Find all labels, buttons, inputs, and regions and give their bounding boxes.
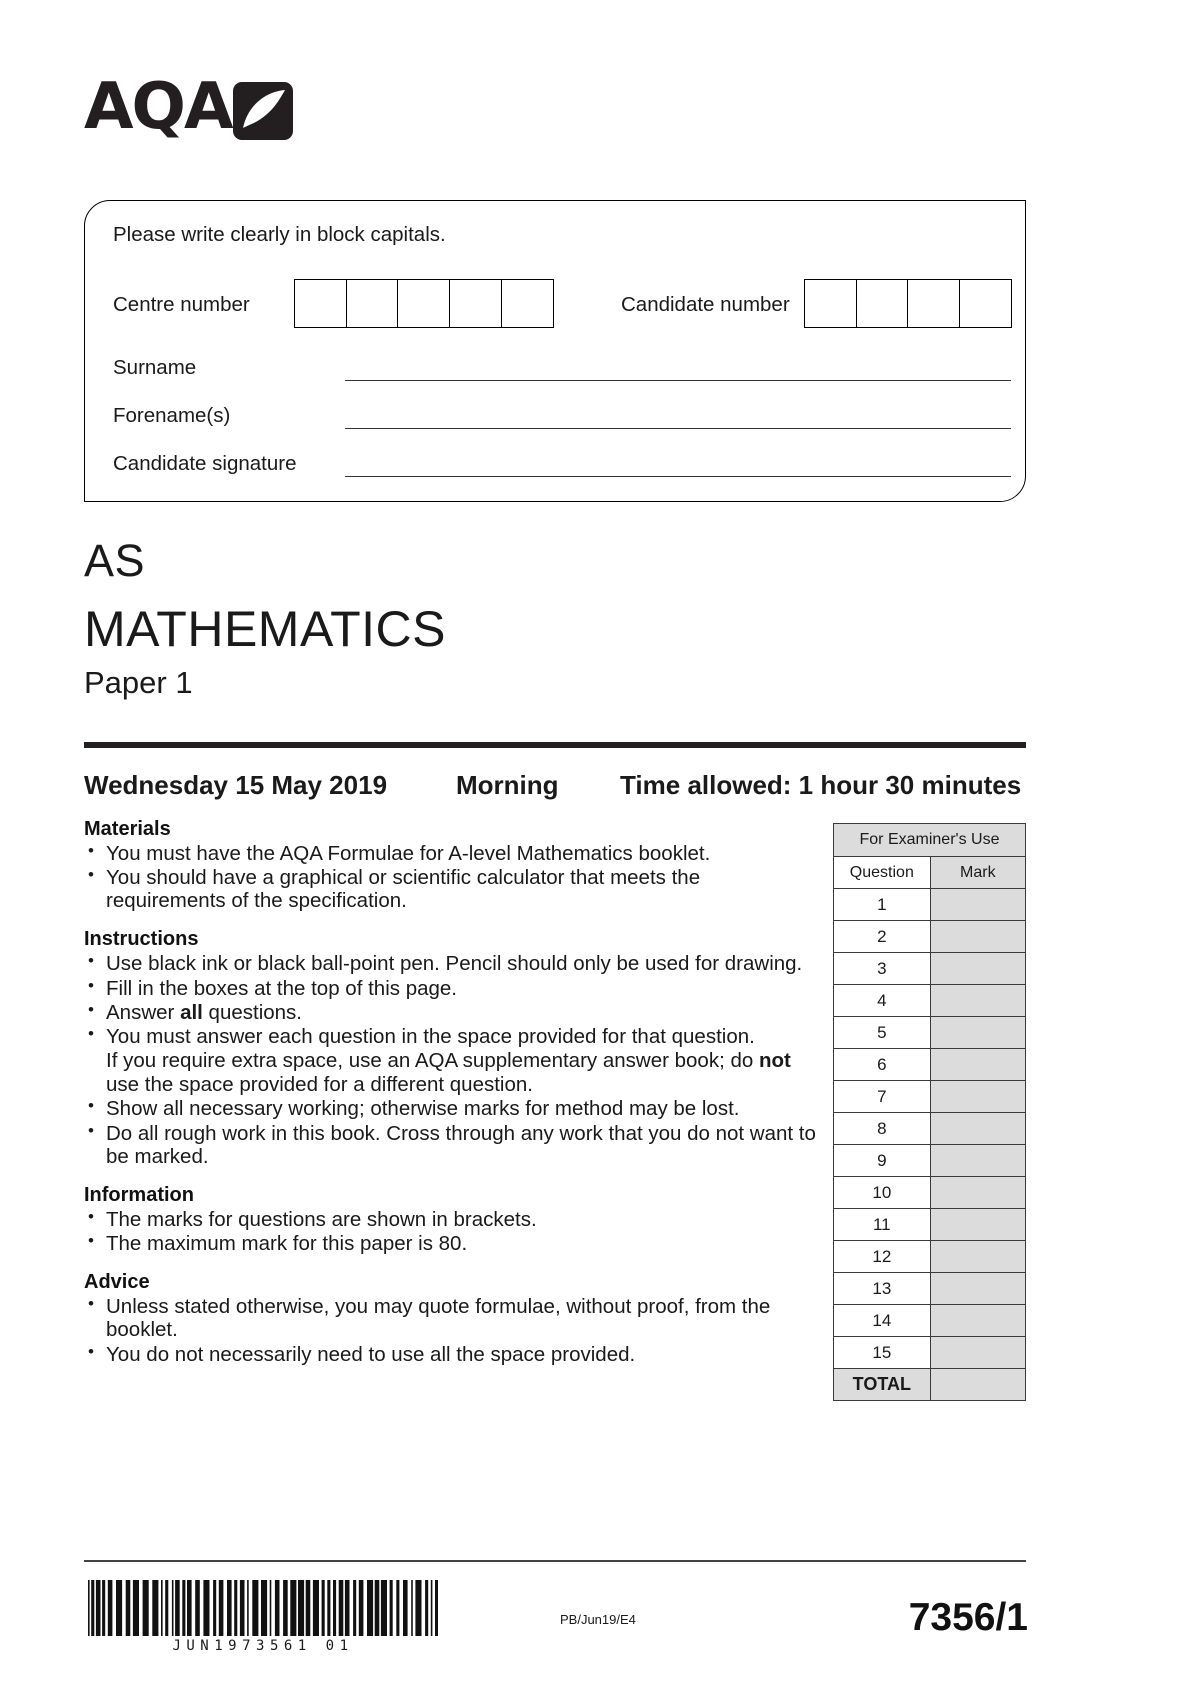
table-row: [834, 921, 1026, 953]
table-row: [834, 1305, 1026, 1337]
list-item-continuation: [84, 1049, 824, 1072]
list-item: • You must answer each question in the space provided for that question.: [84, 1025, 824, 1048]
table-header-row: [834, 824, 1026, 857]
table-row: [834, 1241, 1026, 1273]
centre-number-char-4[interactable]: [449, 279, 502, 328]
answer-all-bold: all: [180, 1000, 203, 1024]
question-number-cell: 8: [834, 1113, 931, 1145]
list-item: • Show all necessary working; otherwise marks for method may be lost.: [84, 1097, 824, 1120]
mark-cell[interactable]: [930, 1177, 1025, 1209]
list-item: • You must have the AQA Formulae for A-level Mathematics booklet.: [84, 842, 824, 865]
list-item: • Unless stated otherwise, you may quote formulae, without proof, from the booklet.: [84, 1295, 824, 1341]
advice-heading: Advice: [84, 1271, 150, 1294]
list-item: • The marks for questions are shown in brackets.: [84, 1208, 824, 1231]
candidate-signature-input[interactable]: [345, 476, 1011, 477]
surname-label: Surname: [113, 356, 197, 379]
mark-cell[interactable]: [930, 1273, 1025, 1305]
mark-cell[interactable]: [930, 1241, 1025, 1273]
table-row: [834, 1337, 1026, 1369]
aqa-logo-text: AQA: [84, 70, 232, 144]
question-number-cell: 14: [834, 1305, 931, 1337]
centre-number-char-3[interactable]: [397, 279, 450, 328]
centre-number-char-1[interactable]: [294, 279, 347, 328]
question-number-cell: 2: [834, 921, 931, 953]
question-number-cell: 1: [834, 889, 931, 921]
centre-number-char-5[interactable]: [501, 279, 554, 328]
question-number-cell: 5: [834, 1017, 931, 1049]
list-item: • Use black ink or black ball-point pen. Pencil should only be used for drawing.: [84, 952, 824, 975]
forename-label: Forename(s): [113, 404, 231, 427]
time-allowed: Time allowed: 1 hour 30 minutes: [620, 770, 1022, 800]
title-divider: [84, 742, 1026, 748]
footer-divider: [84, 1560, 1026, 1562]
list-item: • The maximum mark for this paper is 80.: [84, 1232, 824, 1255]
list-item-continuation: use the space provided for a different question.: [106, 1073, 533, 1097]
table-row: [834, 1209, 1026, 1241]
candidate-details-box: [84, 200, 1026, 502]
exam-info-row: [84, 770, 1029, 804]
materials-list: [84, 842, 824, 912]
table-row: [834, 1145, 1026, 1177]
table-row: [834, 1177, 1026, 1209]
question-number-cell: 10: [834, 1177, 931, 1209]
qualification-level: AS: [84, 535, 146, 586]
forename-input[interactable]: [345, 428, 1011, 429]
answer-all-pre: Answer: [106, 1000, 181, 1024]
information-heading: Information: [84, 1183, 194, 1206]
table-row: [834, 1113, 1026, 1145]
forename-row: [113, 404, 1011, 452]
surname-input[interactable]: [345, 380, 1011, 381]
number-fields-row: [113, 279, 1003, 335]
leaf-icon: [233, 82, 293, 140]
barcode-icon: [88, 1580, 438, 1636]
candidate-signature-label: Candidate signature: [113, 452, 297, 475]
candidate-number-input[interactable]: [804, 279, 1012, 328]
mark-cell[interactable]: [930, 1305, 1025, 1337]
aqa-logo: [84, 70, 293, 144]
information-list: [84, 1208, 824, 1255]
answer-all-post: questions.: [202, 1000, 303, 1024]
table-subheader-row: [834, 857, 1026, 889]
question-number-cell: 7: [834, 1081, 931, 1113]
candidate-number-char-1[interactable]: [804, 279, 857, 328]
materials-heading: Materials: [84, 818, 171, 840]
centre-number-label: Centre number: [113, 293, 250, 316]
mark-cell[interactable]: [930, 1337, 1025, 1369]
total-mark-cell[interactable]: [930, 1369, 1025, 1401]
mark-cell[interactable]: [930, 985, 1025, 1017]
candidate-number-char-3[interactable]: [907, 279, 960, 328]
mark-cell[interactable]: [930, 953, 1025, 985]
table-row: [834, 985, 1026, 1017]
mark-cell[interactable]: [930, 889, 1025, 921]
mark-cell[interactable]: [930, 1081, 1025, 1113]
table-total-row: [834, 1369, 1026, 1401]
table-row: [834, 1273, 1026, 1305]
mark-cell[interactable]: [930, 1017, 1025, 1049]
instructions-column: [84, 818, 824, 1367]
print-code: PB/Jun19/E4: [560, 1612, 636, 1627]
question-number-cell: 4: [834, 985, 931, 1017]
question-number-cell: 15: [834, 1337, 931, 1369]
table-row: [834, 1049, 1026, 1081]
mark-cell[interactable]: [930, 921, 1025, 953]
paper-code: 7356/1: [908, 1596, 1028, 1639]
centre-number-input[interactable]: [294, 279, 554, 328]
centre-number-char-2[interactable]: [346, 279, 399, 328]
exam-date: Wednesday 15 May 2019: [84, 770, 388, 800]
barcode-number: JUN1973561 01: [172, 1638, 354, 1654]
examiner-use-table: [833, 823, 1026, 1401]
advice-list: [84, 1295, 824, 1365]
question-number-cell: 9: [834, 1145, 931, 1177]
question-number-cell: 13: [834, 1273, 931, 1305]
table-row: [834, 889, 1026, 921]
list-item: • Do all rough work in this book. Cross through any work that you do not want to be marked.: [84, 1122, 824, 1168]
candidate-number-char-2[interactable]: [856, 279, 909, 328]
question-number-cell: 6: [834, 1049, 931, 1081]
extra-space-pre: If you require extra space, use an AQA supplementary answer book; do: [106, 1049, 759, 1073]
paper-number: Paper 1: [84, 665, 193, 700]
exam-session: Morning: [456, 770, 559, 800]
page-title: MATHEMATICS: [84, 601, 446, 657]
mark-cell[interactable]: [930, 1145, 1025, 1177]
question-number-cell: 12: [834, 1241, 931, 1273]
candidate-number-label: Candidate number: [621, 293, 790, 316]
mark-cell[interactable]: [930, 1113, 1025, 1145]
mark-cell[interactable]: [930, 1209, 1025, 1241]
table-row: [834, 1017, 1026, 1049]
mark-cell[interactable]: [930, 1049, 1025, 1081]
signature-row: [113, 452, 1011, 500]
question-number-cell: 11: [834, 1209, 931, 1241]
table-row: [834, 1081, 1026, 1113]
instructions-heading: Instructions: [84, 928, 199, 951]
list-item: • You do not necessarily need to use all the space provided.: [84, 1343, 824, 1366]
extra-space-bold: not: [758, 1049, 791, 1073]
candidate-number-char-4[interactable]: [959, 279, 1012, 328]
list-item: [84, 1001, 824, 1024]
surname-row: [113, 356, 1011, 404]
block-capitals-instruction: Please write clearly in block capitals.: [113, 223, 446, 246]
total-label: TOTAL: [834, 1369, 931, 1401]
column-header-question: Question: [834, 857, 931, 889]
list-item: • You should have a graphical or scientific calculator that meets the requirements of the specification.: [84, 866, 824, 912]
examiner-table-title: For Examiner's Use: [834, 824, 1026, 857]
table-row: [834, 953, 1026, 985]
instructions-list: [84, 952, 824, 1167]
list-item: • Fill in the boxes at the top of this page.: [84, 977, 824, 1000]
column-header-mark: Mark: [930, 857, 1025, 889]
question-number-cell: 3: [834, 953, 931, 985]
